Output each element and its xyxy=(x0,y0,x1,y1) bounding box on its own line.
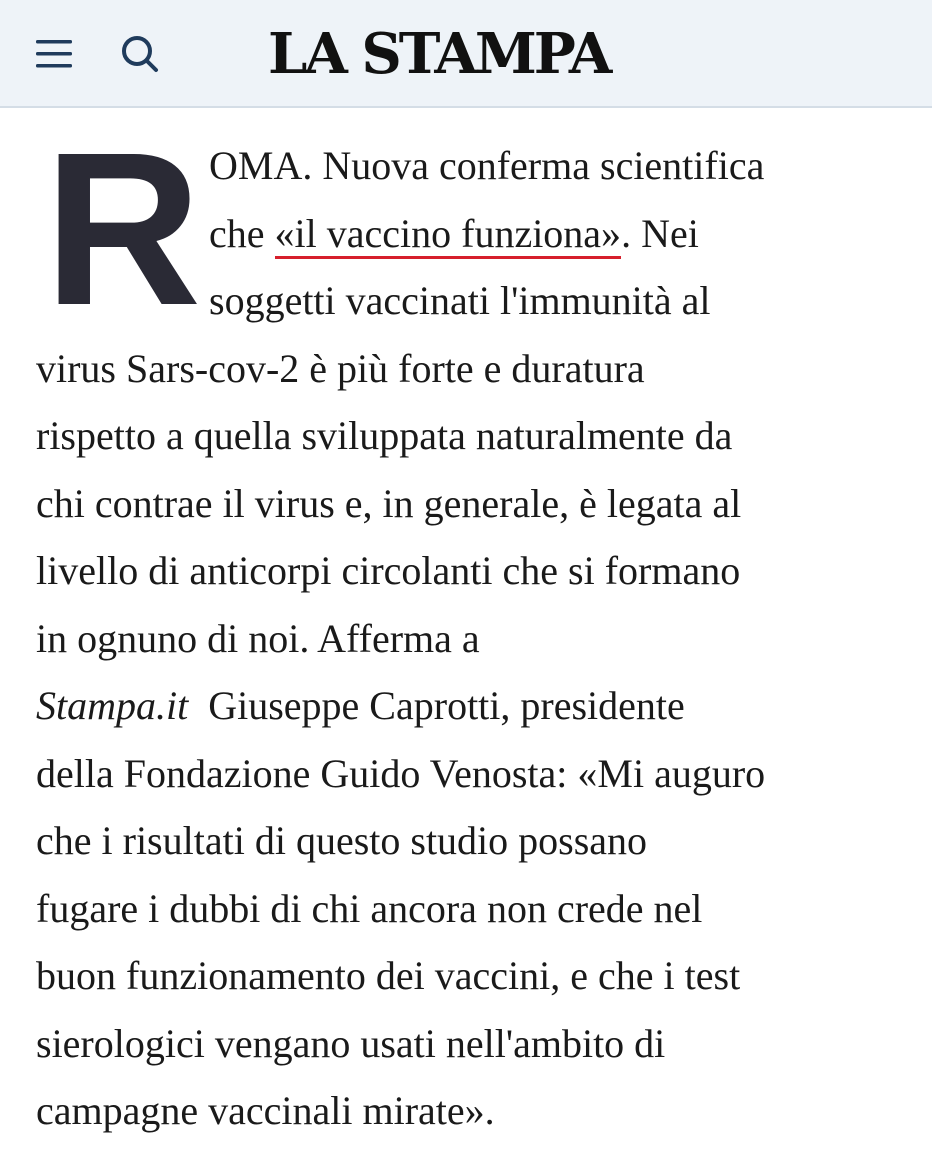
text-line: rispetto a quella sviluppata naturalmente da xyxy=(36,413,733,458)
text-line: che i risultati di questo studio possano xyxy=(36,818,648,863)
text-line: soggetti vaccinati l'immunità al xyxy=(209,278,711,323)
text-line: in ognuno di noi. Afferma a xyxy=(36,615,480,661)
text-fragment: che xyxy=(209,210,275,256)
search-icon[interactable] xyxy=(118,32,160,74)
article-body xyxy=(36,108,896,1145)
text-line: chi contrae il virus e, in generale, è legata al xyxy=(36,480,742,526)
text-fragment: . Nei xyxy=(621,210,699,256)
top-bar xyxy=(0,0,932,108)
quote-link[interactable]: «il vaccino funziona» xyxy=(275,211,622,259)
text-fragment: Giuseppe Caprotti, presidente xyxy=(188,683,685,728)
text-line: della Fondazione Guido Venosta: «Mi auguro xyxy=(36,750,766,796)
drop-cap: R xyxy=(44,108,202,351)
menu-icon[interactable] xyxy=(34,34,74,74)
text-line: campagne vaccinali mirate». xyxy=(36,1088,495,1133)
text-line: buon funzionamento dei vaccini, e che i test xyxy=(36,953,741,998)
text-line: sierologici vengano usati nell'ambito di xyxy=(36,1020,666,1066)
text-line xyxy=(36,672,896,740)
site-logo[interactable]: LA STAMPA xyxy=(268,21,610,87)
text-line: fugare i dubbi di chi ancora non crede nel xyxy=(36,885,703,931)
source-name: Stampa.it xyxy=(36,683,189,728)
text-line: OMA. Nuova conferma scientifica xyxy=(209,143,765,188)
article-paragraph xyxy=(36,108,896,1145)
text-line: virus Sars-cov-2 è più forte e duratura xyxy=(36,345,645,391)
text-line: livello di anticorpi circolanti che si formano xyxy=(36,548,741,593)
